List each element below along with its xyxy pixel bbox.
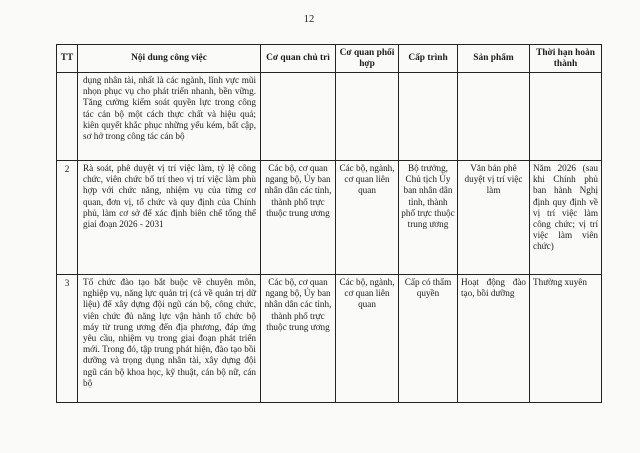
cell-chu-tri: Các bộ, cơ quan ngang bộ, Ủy ban nhân dân các tỉnh, thành phố trực thuộc trung ương <box>261 275 336 403</box>
cell-noi-dung: dụng nhân tài, nhất là các ngành, lĩnh vực mũi nhọn phục vụ cho phát triển nhanh, bền vững. Tăng cường kiểm soát quyền lực trong công tác cán bộ một cách thực chất và hiệu quả; kiên quyết khắc phục những yếu kém, bất cập, sơ hở trong công tác cán bộ <box>78 73 261 161</box>
header-cap-trinh: Cấp trình <box>399 45 458 73</box>
table-row <box>57 161 602 275</box>
cell-phoi-hop: Các bộ, ngành, cơ quan liên quan <box>336 275 399 403</box>
cell-thoi-han: Năm 2026 (sau khi Chính phủ ban hành Nghị định quy định về vị trí việc làm công chức; vị trí việc làm viên chức) <box>530 161 602 275</box>
cell-cap-trinh: Bộ trưởng, Chủ tịch Ủy ban nhân dân tỉnh, thành phố trực thuộc trung ương <box>399 161 458 275</box>
cell-noi-dung: Rà soát, phê duyệt vị trí việc làm, tỷ lệ công chức, viên chức bố trí theo vị trí việc làm phù hợp với chức năng, nhiệm vụ của từng cơ quan, đơn vị, tổ chức và quy định của Chính phủ, làm cơ sở để xác định biên chế tổng thể giai đoạn 2026 - 2031 <box>78 161 261 275</box>
task-table <box>56 44 602 403</box>
cell-cap-trinh: Cấp có thẩm quyền <box>399 275 458 403</box>
header-noi-dung-cong-viec: Nội dung công việc <box>78 45 261 73</box>
header-san-pham: Sản phẩm <box>458 45 530 73</box>
cell-phoi-hop: Các bộ, ngành, cơ quan liên quan <box>336 161 399 275</box>
header-tt: TT <box>57 45 78 73</box>
cell-san-pham: Văn bản phê duyệt vị trí việc làm <box>458 161 530 275</box>
cell-noi-dung: Tổ chức đào tạo bắt buộc về chuyên môn, nghiệp vụ, năng lực quản trị (cả về quản trị dữ liệu) để xây dựng đội ngũ cán bộ, công chức, viên chức đủ năng lực vận hành tổ chức bộ máy từ trung ương đến địa phương, đáp ứng yêu cầu, nhiệm vụ trong giai đoạn phát triển mới. Trong đó, tập trung phát hiện, đào tạo bồi dưỡng và trọng dụng nhân tài, xây dựng đội ngũ cán bộ khoa học, kỹ thuật, cán bộ nữ, cán bộ <box>78 275 261 403</box>
cell-san-pham: Hoạt động đào tạo, bồi dưỡng <box>458 275 530 403</box>
header-thoi-han-hoan-thanh: Thời hạn hoàn thành <box>530 45 602 73</box>
cell-phoi-hop <box>336 73 399 161</box>
cell-chu-tri: Các bộ, cơ quan ngang bộ, Ủy ban nhân dân các tỉnh, thành phố trực thuộc trung ương <box>261 161 336 275</box>
cell-san-pham <box>458 73 530 161</box>
cell-chu-tri <box>261 73 336 161</box>
table-header-row <box>57 45 602 73</box>
table-row <box>57 73 602 161</box>
cell-tt: 3 <box>57 275 78 403</box>
header-co-quan-chu-tri: Cơ quan chủ trì <box>261 45 336 73</box>
header-co-quan-phoi-hop: Cơ quan phối hợp <box>336 45 399 73</box>
cell-tt: 2 <box>57 161 78 275</box>
cell-thoi-han: Thường xuyên <box>530 275 602 403</box>
table-row <box>57 275 602 403</box>
cell-thoi-han <box>530 73 602 161</box>
cell-cap-trinh <box>399 73 458 161</box>
cell-tt <box>57 73 78 161</box>
page-number: 12 <box>303 14 315 25</box>
